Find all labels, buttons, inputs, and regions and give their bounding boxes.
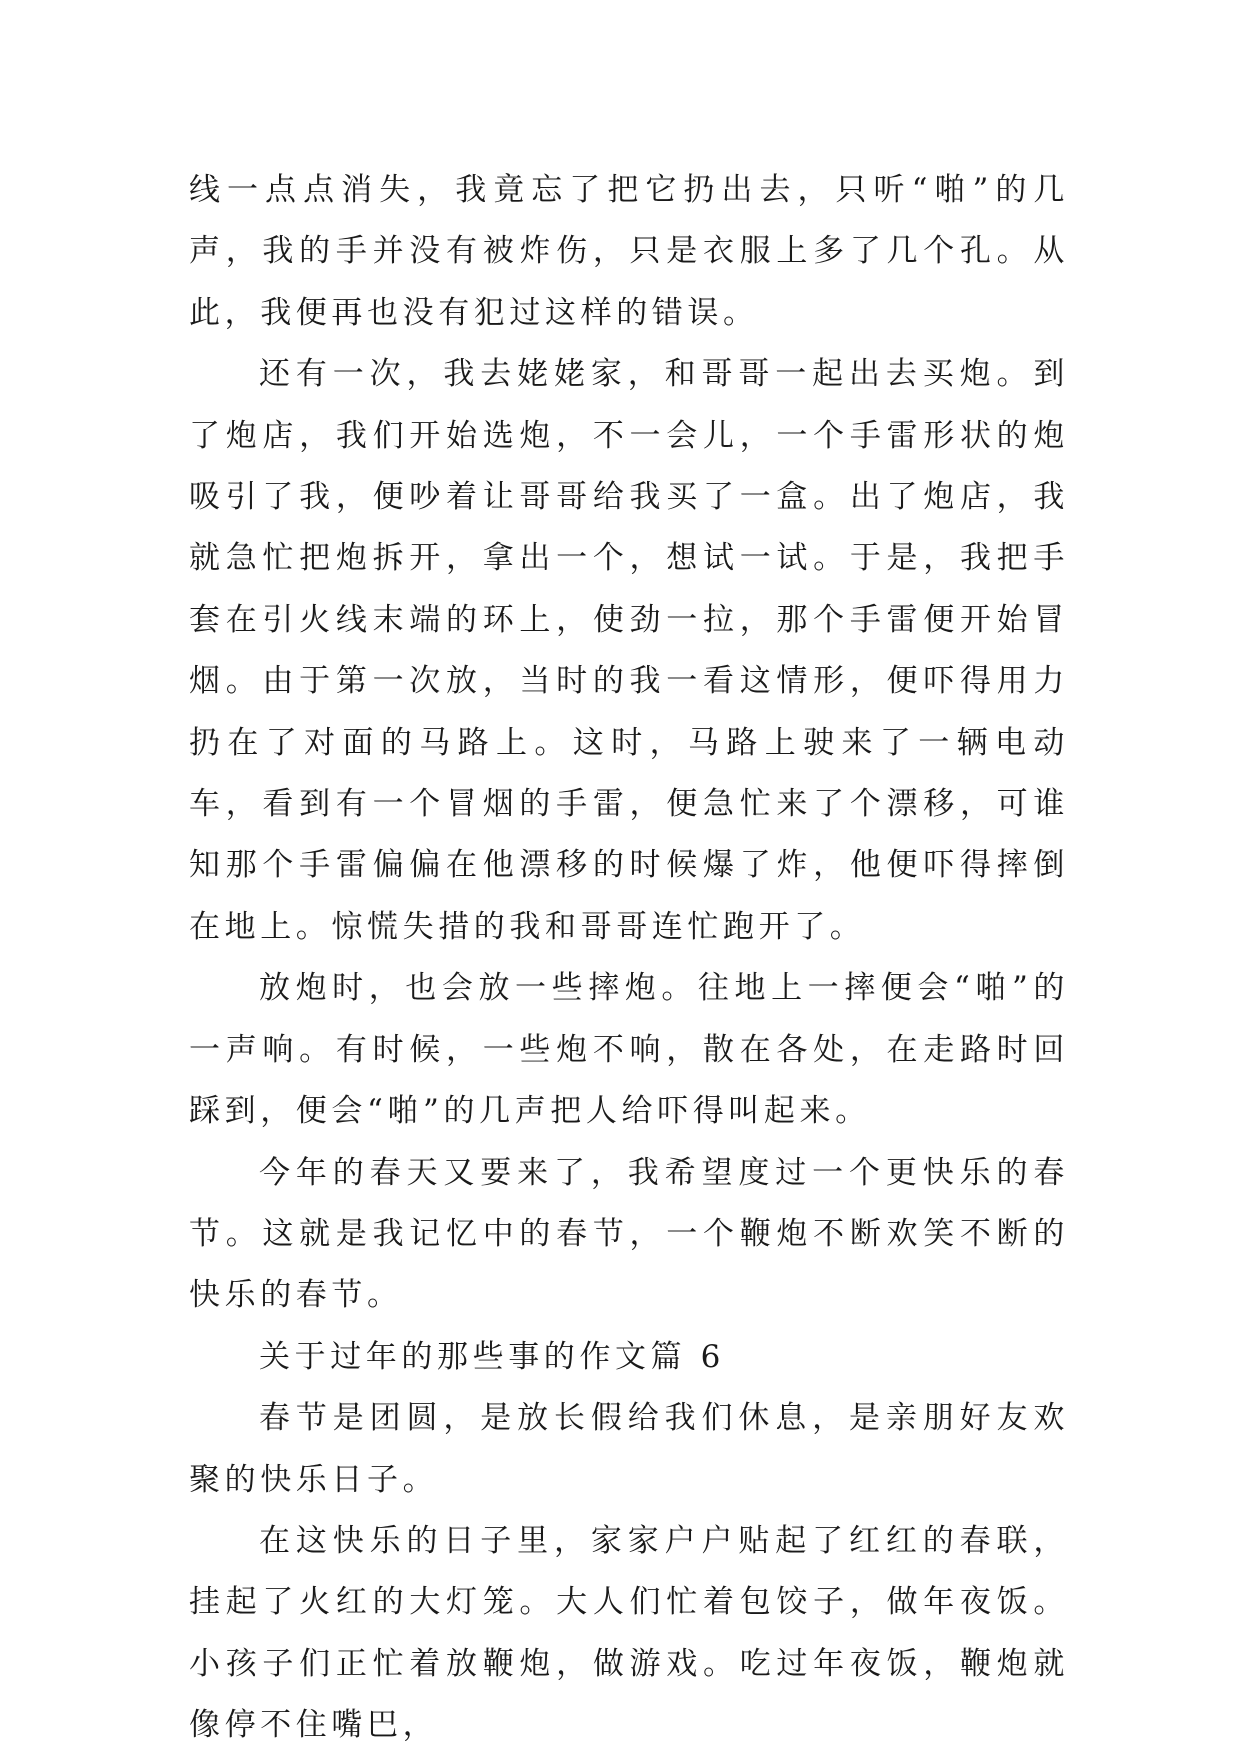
section-heading: 关于过年的那些事的作文篇 6 xyxy=(259,1338,725,1375)
document-body xyxy=(189,160,1069,1757)
paragraph-spring-festival-intro: 春节是团圆，是放长假给我们休息，是亲朋好友欢聚的快乐日子。 xyxy=(189,1400,1069,1498)
paragraph-conclusion: 今年的春天又要来了，我希望度过一个更快乐的春节。这就是我记忆中的春节，一个鞭炮不断欢笑不断的快乐的春节。 xyxy=(189,1154,1069,1314)
paragraph-snap-firecrackers: 放炮时，也会放一些摔炮。往地上一摔便会“啪”的一声响。有时候，一些炮不响，散在各处，在走路时回踩到，便会“啪”的几声把人给吓得叫起来。 xyxy=(189,970,1069,1130)
paragraph-buying-firecrackers: 还有一次，我去姥姥家，和哥哥一起出去买炮。到了炮店，我们开始选炮，不一会儿，一个手雷形状的炮吸引了我，便吵着让哥哥给我买了一盒。出了炮店，我就急忙把炮拆开，拿出一个，想试一试。于是，我把手套在引火线末端的环上，使劲一拉，那个手雷便开始冒烟。由于第一次放，当时的我一看这情形，便吓得用力扔在了对面的马路上。这时，马路上驶来了一辆电动车，看到有一个冒烟的手雷，便急忙来了个漂移，可谁知那个手雷偏偏在他漂移的时候爆了炸，他便吓得摔倒在地上。惊慌失措的我和哥哥连忙跑开了。 xyxy=(189,356,1069,945)
paragraph-continuation: 线一点点消失，我竟忘了把它扔出去，只听“啪”的几声，我的手并没有被炸伤，只是衣服上多了几个孔。从此，我便再也没有犯过这样的错误。 xyxy=(189,172,1069,331)
paragraph-festive-day: 在这快乐的日子里，家家户户贴起了红红的春联，挂起了火红的大灯笼。大人们忙着包饺子，做年夜饭。小孩子们正忙着放鞭炮，做游戏。吃过年夜饭，鞭炮就像停不住嘴巴， xyxy=(189,1522,1069,1744)
